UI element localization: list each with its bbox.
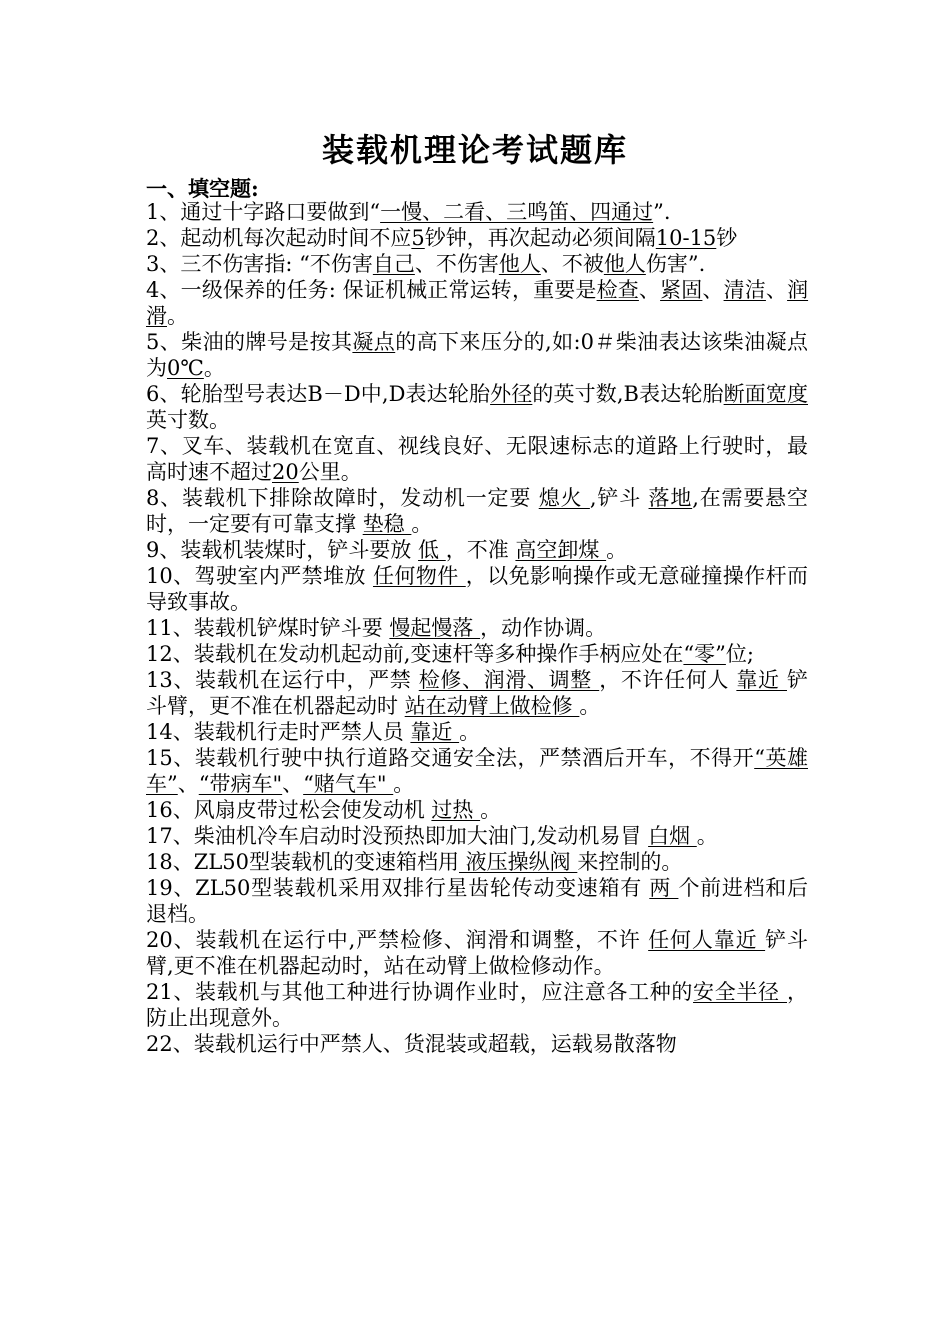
question-text: 英寸数。 [146,408,230,432]
answer-blank: “英雄车” [146,746,808,796]
question-text: 、 [638,278,661,302]
question-text: 钞钟，再次起动必须间隔 [424,226,656,250]
question-item [146,667,808,719]
question-item [146,537,808,563]
answer-blank: 检查 [596,278,639,302]
question-text: 13、装载机在运行中，严禁 [146,668,419,692]
question-text: 的高下来压分的,如:0＃柴油表达该柴油凝点为 [146,330,808,380]
question-text: 伤害”. [645,252,706,276]
question-text: 、 [765,278,788,302]
question-text: 。 [203,356,225,380]
question-text: 。 [411,512,433,536]
answer-blank: 检修、润滑、调整 [418,668,600,692]
question-text: 、 [282,772,304,796]
question-item [146,1031,808,1057]
answer-blank: 外径 [490,382,533,406]
question-text: 、不被 [540,252,604,276]
answer-blank: 白烟 [648,824,697,848]
answer-blank: 站在动臂上做检修 [404,694,580,718]
question-text: 个前进档和后退档。 [146,876,808,926]
question-text: 17、柴油机冷车启动时没预热即加大油门,发动机易冒 [146,824,649,848]
question-list [146,199,808,1057]
answer-blank: 靠近 [736,668,787,692]
question-item [146,849,808,875]
question-text: 7、叉车、装载机在宽直、视线良好、无限速标志的道路上行驶时，最高时速不超过 [146,434,808,484]
question-text: 、 [177,772,199,796]
question-item [146,251,808,277]
question-text: 6、轮胎型号表达B－D中,D表达轮胎 [146,382,491,406]
question-text: 2、起动机每次起动时间不应 [146,226,412,250]
answer-blank: 自己 [372,252,415,276]
question-item [146,823,808,849]
question-text: 4、一级保养的任务: 保证机械正常运转，重要是 [146,278,597,302]
question-item [146,277,808,329]
answer-blank: 低 [418,538,446,562]
question-text: 8、装载机下排除故障时，发动机一定要 [146,486,539,510]
question-text: ，不许任何人 [599,668,737,692]
answer-blank: “带病车" [198,772,283,796]
answer-blank: 他人 [498,252,541,276]
answer-blank: 液压操纵阀 [458,850,578,874]
answer-blank: 他人 [603,252,646,276]
question-text: 。 [606,538,628,562]
answer-blank: 0℃ [167,356,204,380]
question-item [146,641,808,667]
question-item [146,485,808,537]
answer-blank: 5 [411,226,425,250]
answer-blank: 熄火 [538,486,590,510]
question-text: 。 [167,304,188,328]
question-item [146,433,808,485]
question-text: 14、装载机行走时严禁人员 [146,720,411,744]
question-text: ”. [653,200,671,224]
question-item [146,199,808,225]
question-text: 5、柴油的牌号是按其 [146,330,353,354]
answer-blank: 靠近 [410,720,460,744]
answer-blank: 慢起慢落 [389,616,481,640]
answer-blank: 高空卸煤 [515,538,607,562]
question-text: 钞 [716,226,738,250]
question-text: 20、装载机在运行中,严禁检修、润滑和调整，不许 [146,928,649,952]
question-text: 12、装载机在发动机起动前,变速杆等多种操作手柄应处在 [146,642,684,666]
question-text: 11、装载机铲煤时铲斗要 [146,616,390,640]
question-text: 、 [702,278,724,302]
question-text: 铲斗臂,更不准在机器起动时，站在动臂上做检修动作。 [146,928,808,978]
question-item [146,615,808,641]
question-text: 。 [480,798,502,822]
answer-blank: 紧固 [660,278,703,302]
question-text: 来控制的。 [577,850,683,874]
question-text: 。 [393,772,415,796]
question-text: ，动作协调。 [480,616,607,640]
question-text: 铲斗臂，更不准在机器起动时 [146,668,808,718]
question-item [146,719,808,745]
question-text: 3、三不伤害指: “不伤害 [146,252,373,276]
question-text: 16、风扇皮带过松会使发动机 [146,798,432,822]
question-text: 。 [459,720,481,744]
answer-blank: 任何物件 [372,564,466,588]
question-item [146,381,808,433]
answer-blank: 20 [272,460,299,484]
question-text: ，以免影响操作或无意碰撞操作杆而导致事故。 [146,564,808,614]
question-text: 1、通过十字路口要做到“ [146,200,381,224]
question-text: 公里。 [298,460,362,484]
question-item [146,225,808,251]
question-item [146,797,808,823]
question-text: ，不准 [445,538,516,562]
answer-blank: 一慢、二看、三鸣笛、四通过 [380,200,654,224]
question-item [146,927,808,979]
question-text: ，防止出现意外。 [146,980,808,1030]
answer-blank: “赌气车" [303,772,394,796]
section-heading: 一、填空题: [146,176,259,201]
question-text: 10、驾驶室内严禁堆放 [146,564,373,588]
question-text: ,铲斗 [589,486,649,510]
question-text: 的英寸数,B表达轮胎 [532,382,724,406]
answer-blank: 凝点 [352,330,396,354]
question-text: 19、ZL50型装载机采用双排行星齿轮传动变速箱有 [146,876,650,900]
question-text: 21、装载机与其他工种进行协调作业时，应注意各工种的 [146,980,694,1004]
answer-blank: 两 [649,876,679,900]
answer-blank: 断面宽度 [723,382,808,406]
question-text: 位; [725,642,754,666]
answer-blank: 垫稳 [362,512,412,536]
answer-blank: 清洁 [723,278,766,302]
question-text: 18、ZL50型装载机的变速箱档用 [146,850,459,874]
question-text: 22、装载机运行中严禁人、货混装或超载，运载易散落物 [146,1032,677,1056]
question-item [146,875,808,927]
answer-blank: 过热 [431,798,481,822]
question-item [146,979,808,1031]
question-text: 。 [696,824,718,848]
answer-blank: 任何人靠近 [648,928,766,952]
question-item [146,329,808,381]
question-text: 。 [579,694,601,718]
answer-blank: 10-15 [655,226,717,250]
answer-blank: “零” [683,642,726,666]
question-text: 、不伤害 [414,252,499,276]
question-item [146,563,808,615]
answer-blank: 润滑 [146,278,809,328]
question-item [146,745,808,797]
question-text: 9、装载机装煤时，铲斗要放 [146,538,419,562]
page-title: 装载机理论考试题库 [321,131,628,169]
question-text: ,在需要悬空时，一定要有可靠支撑 [146,486,808,536]
answer-blank: 安全半径 [693,980,787,1004]
answer-blank: 落地 [648,486,693,510]
question-text: 15、装载机行驶中执行道路交通安全法，严禁酒后开车，不得开 [146,746,755,770]
